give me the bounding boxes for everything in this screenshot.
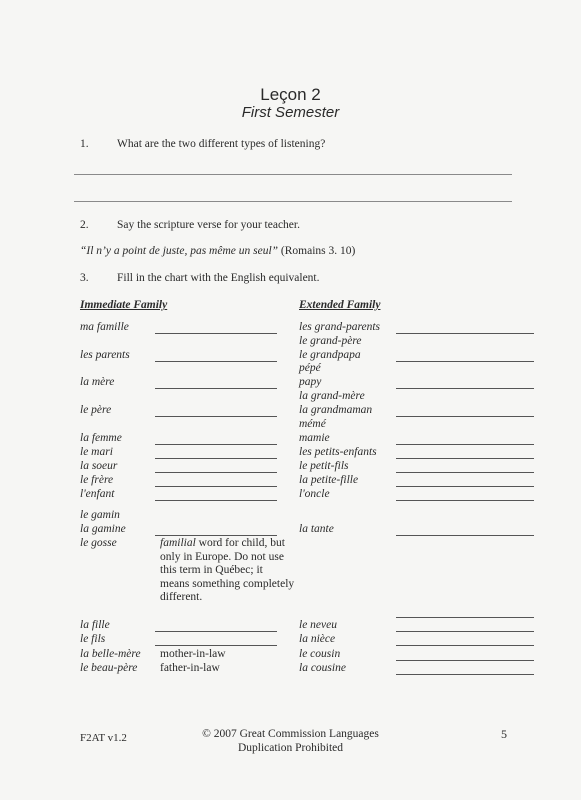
extended-term: le cousin [299, 648, 341, 660]
immediate-term: la femme [80, 432, 122, 444]
extended-answer-blank[interactable] [396, 416, 534, 417]
page-title: Leçon 2 [260, 85, 321, 104]
extended-answer-blank[interactable] [396, 631, 534, 632]
immediate-answer-blank[interactable] [155, 500, 277, 501]
extended-term: la cousine [299, 662, 346, 674]
immediate-term: la mère [80, 376, 115, 388]
extended-term: le grand-père [299, 335, 362, 347]
question-2-text: Say the scripture verse for your teacher. [117, 219, 300, 231]
extended-term: la tante [299, 523, 334, 535]
immediate-answer-blank[interactable] [155, 388, 277, 389]
extended-answer-blank[interactable] [396, 444, 534, 445]
extended-term: la nièce [299, 633, 336, 645]
question-3-number: 3. [80, 272, 89, 284]
immediate-answer-blank[interactable] [155, 472, 277, 473]
page-subtitle: First Semester [241, 104, 340, 121]
immediate-answer-blank[interactable] [155, 631, 277, 632]
immediate-family-header: Immediate Family [80, 299, 168, 311]
immediate-term: la gamine [80, 523, 126, 535]
extended-term: les petits-enfants [299, 446, 377, 458]
extended-family-header: Extended Family [299, 299, 381, 311]
immediate-answer-blank[interactable] [155, 535, 277, 536]
filled-answer: father-in-law [160, 662, 220, 674]
extended-answer-blank[interactable] [396, 617, 534, 618]
answer-line-1[interactable] [74, 174, 512, 175]
answer-line-2[interactable] [74, 201, 512, 202]
extended-answer-blank[interactable] [396, 361, 534, 362]
extended-term: le neveu [299, 619, 337, 631]
scripture-verse [80, 245, 355, 257]
question-2-number: 2. [80, 219, 89, 231]
immediate-term: les parents [80, 349, 130, 361]
immediate-term: ma famille [80, 321, 129, 333]
immediate-term: l'enfant [80, 488, 115, 500]
extended-answer-blank[interactable] [396, 535, 534, 536]
page-number: 5 [501, 727, 507, 741]
extended-answer-blank[interactable] [396, 333, 534, 334]
verse-reference: (Romains 3. 10) [280, 245, 356, 257]
footer-version: F2AT v1.2 [80, 732, 127, 744]
footer-duplication-notice: Duplication Prohibited [237, 742, 344, 754]
extended-answer-blank[interactable] [396, 486, 534, 487]
extended-answer-blank[interactable] [396, 674, 534, 675]
immediate-answer-blank[interactable] [155, 458, 277, 459]
immediate-term: la soeur [80, 460, 118, 472]
extended-answer-blank[interactable] [396, 472, 534, 473]
immediate-term: le mari [80, 446, 113, 458]
immediate-answer-blank[interactable] [155, 333, 277, 334]
note-emphasis: familial [160, 537, 196, 549]
immediate-term: le gosse [80, 537, 117, 549]
extended-term: papy [299, 376, 322, 388]
extended-term: la grand-mère [299, 390, 365, 402]
extended-answer-blank[interactable] [396, 500, 534, 501]
extended-term: la grandmaman [299, 404, 373, 416]
immediate-term: le frère [80, 474, 114, 486]
immediate-term: le père [80, 404, 112, 416]
immediate-answer-blank[interactable] [155, 444, 277, 445]
note-text: word for child, but only in Europe. Do not use this term in Québec; it means something completely different. [160, 537, 295, 603]
extended-term: mamie [299, 432, 330, 444]
footer-copyright: © 2007 Great Commission Languages [202, 728, 379, 740]
extended-answer-blank[interactable] [396, 458, 534, 459]
immediate-term: le beau-père [80, 662, 138, 674]
immediate-answer-blank[interactable] [155, 645, 277, 646]
extended-term: le grandpapa [299, 349, 361, 361]
question-1-text: What are the two different types of listening? [117, 138, 326, 150]
extended-term: le petit-fils [299, 460, 349, 472]
question-3-text: Fill in the chart with the English equivalent. [117, 272, 320, 284]
extended-term: pépé [299, 362, 321, 374]
immediate-term: la belle-mère [80, 648, 141, 660]
extended-term: mémé [299, 418, 326, 430]
immediate-term: la fille [80, 619, 110, 631]
extended-term: les grand-parents [299, 321, 381, 333]
extended-term: la petite-fille [299, 474, 359, 486]
filled-answer: mother-in-law [160, 648, 226, 660]
gosse-usage-note [160, 537, 295, 605]
extended-answer-blank[interactable] [396, 388, 534, 389]
extended-answer-blank[interactable] [396, 645, 534, 646]
verse-quote: “Il n’y a point de juste, pas même un seul” [80, 245, 279, 257]
immediate-term: le gamin [80, 509, 120, 521]
immediate-answer-blank[interactable] [155, 486, 277, 487]
extended-term: l'oncle [299, 488, 330, 500]
immediate-term: le fils [80, 633, 106, 645]
immediate-answer-blank[interactable] [155, 416, 277, 417]
immediate-answer-blank[interactable] [155, 361, 277, 362]
extended-answer-blank[interactable] [396, 660, 534, 661]
question-1-number: 1. [80, 138, 89, 150]
